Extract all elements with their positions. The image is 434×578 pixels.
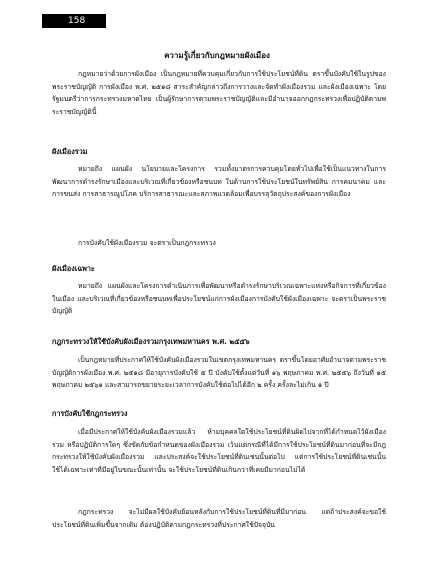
document-title: ความรู้เกี่ยวกับกฎหมายผังเมือง xyxy=(164,51,270,60)
regulation-enforcement-paragraph: เมื่อมีประกาศให้ใช้บังคับผังเมืองรวมแล้ว ห้ามบุคคลใดใช้ประโยชน์ที่ดินผิดไปจากที่ได้กำหนดไว้ผังเมืองรวม หรือปฏิบัติการใดๆ ซึ่งขัดกับข้อกำหนดของผังเมืองรวม เว้นแต่กรณีที่ได้มีการใช้ประโยชน์ที่ดินมาก่อนที่จะมีกฎกระทรวงให้ใช้บังคับผังเมืองรวม และประสงค์จะใช้ประโยชน์ที่ดินเช่นนั้นต่อไป แต่การใช้ประโยชน์ที่ดินเช่นนั้น ใช้ได้เฉพาะเท่าที่มีอยู่ในขณะนั้นเท่านั้น จะใช้ประโยชน์ที่ดินเกินกว่าที่เคยมีมาก่อนไม่ได้ xyxy=(52,428,386,474)
comprehensive-plan-enforcement: การบังคับใช้ผังเมืองรวม จะตราเป็นกฎกระทรวง xyxy=(78,239,216,247)
bangkok-regulation-paragraph: เป็นกฎหมายที่ประกาศให้ใช้บังคับผังเมืองรวมในเขตกรุงเทพมหานคร ตราขึ้นโดยอาศัยอำนาจตามพระราชบัญญัติการผังเมือง พ.ศ. ๒๕๑๘ มีอายุการบังคับใช้ ๕ ปี บังคับใช้ตั้งแต่วันที่ ๑๖ พฤษภาคม พ.ศ. ๒๕๕๖ ถึงวันที่ ๑๕ พฤษภาคม ๒๕๖๑ และสามารถขยายระยะเวลาการบังคับใช้ต่อไปได้อีก ๒ ครั้ง ครั้งละไม่เกิน ๑ ปี xyxy=(52,356,386,389)
section-heading-bangkok-regulation: กฎกระทรวงให้ใช้บังคับผังเมืองรวมกรุงเทพมหานคร พ.ศ. ๒๕๕๖ xyxy=(52,337,250,346)
section-heading-specific-plan: ผังเมืองเฉพาะ xyxy=(52,264,95,273)
comprehensive-plan-definition: หมายถึง แผนผัง นโยบายและโครงการ รวมทั้งมาตรการควบคุมโดยทั่วไปเพื่อใช้เป็นแนวทางในการพัฒนาการดำรงรักษาเมืองและบริเวณที่เกี่ยวข้องหรือชนบท ในด้านการใช้ประโยชน์ในทรัพย์สิน การคมนาคม และการขนส่ง การสาธารณูปโภค บริการสาธารณะและสภาพแวดล้อมเพื่อบรรลุวัตถุประสงค์ของการผังเมือง xyxy=(52,165,386,198)
page-number: 158 xyxy=(42,14,106,28)
specific-plan-definition: หมายถึง แผนผังและโครงการดำเนินการเพื่อพัฒนาหรือดำรงรักษาบริเวณเฉพาะแห่งหรือกิจการที่เกี่ยวข้อง ในเมือง และบริเวณที่เกี่ยวข้องหรือชนบทเพื่อประโยชน์แก่การผังเมืองการบังคับใช้ผังเมืองเฉพาะ จะตราเป็นพระราชบัญญัติ xyxy=(52,282,386,315)
section-heading-comprehensive-plan: ผังเมืองรวม xyxy=(52,147,88,156)
intro-paragraph: กฎหมายว่าด้วยการผังเมือง เป็นกฎหมายที่ควบคุมเกี่ยวกับการใช้ประโยชน์ที่ดิน ตราขึ้นบังคับใช้ในรูปของพระราชบัญญัติ การผังเมือง พ.ศ. ๒๕๑๘ สาระสำคัญกล่าวถึงการวางและจัดทำผังเมืองรวม และผังเมืองเฉพาะ โดยรัฐมนตรีว่าการกระทรวงมหาดไทย เป็นผู้รักษาการตามพระราชบัญญัติและมีอำนาจออกกฎกระทรวงเพื่อปฏิบัติตามพระราชบัญญัตินี้ xyxy=(52,70,386,116)
non-retroactive-paragraph: กฎกระทรวง จะไม่มีผลใช้บังคับย้อนหลังกับการใช้ประโยชน์ที่ดินที่มีมาก่อน แต่ถ้าประสงค์จะขอใช้ประโยชน์ที่ดินเพิ่มขึ้นจากเดิม ต้องปฏิบัติตามกฎกระทรวงที่ประกาศใช้ปัจจุบัน xyxy=(52,508,386,529)
section-heading-regulation-enforcement: การบังคับใช้กฎกระทรวง xyxy=(52,409,128,418)
